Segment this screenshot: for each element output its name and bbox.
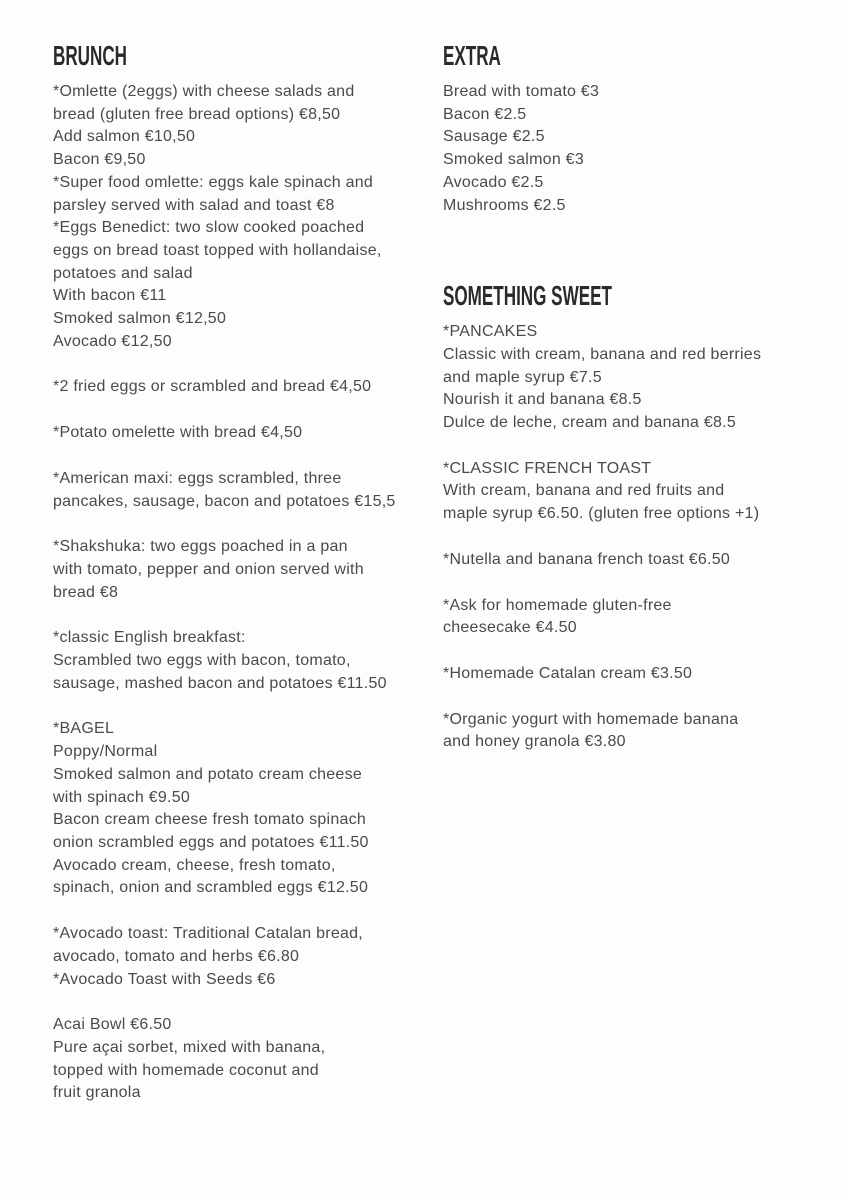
- menu-item-block: [443, 321, 838, 435]
- menu-line: Bread with tomato €3: [443, 83, 600, 100]
- menu-line: parsley served with salad and toast €8: [53, 196, 335, 214]
- menu-line: Sausage €2.5: [443, 128, 545, 146]
- menu-section: [443, 42, 838, 217]
- menu-line: Bacon cream cheese fresh tomato spinach: [53, 811, 367, 829]
- menu-line: potatoes and salad: [53, 264, 193, 282]
- menu-line: *American maxi: eggs scrambled, three: [53, 469, 342, 487]
- section-heading: SOMETHING SWEET: [443, 280, 612, 312]
- menu-item-block: [53, 536, 428, 604]
- menu-line: *Ask for homemade gluten-free: [443, 596, 672, 614]
- menu-line: sausage, mashed bacon and potatoes €11.50: [53, 674, 387, 692]
- menu-line: *Super food omlette: eggs kale spinach and: [53, 173, 374, 191]
- menu-line: *Organic yogurt with homemade banana: [443, 710, 739, 728]
- menu-line: Avocado €12,50: [53, 332, 172, 350]
- menu-item-block: [443, 663, 838, 686]
- menu-line: Smoked salmon €12,50: [53, 310, 227, 328]
- menu-line: and honey granola €3.80: [443, 733, 626, 751]
- menu-line: *classic English breakfast:: [53, 629, 246, 647]
- menu-line: eggs on bread toast topped with hollandaise,: [53, 241, 382, 259]
- menu-line: Dulce de leche, cream and banana €8.5: [443, 414, 736, 432]
- menu-item-block: [443, 549, 838, 572]
- menu-section: [53, 42, 428, 1105]
- menu-line: *Potato omelette with bread €4,50: [53, 424, 303, 442]
- section-heading: EXTRA: [443, 40, 501, 71]
- menu-line: Smoked salmon and potato cream cheese: [53, 765, 362, 783]
- menu-item-block: [53, 718, 428, 900]
- menu-item-block: [53, 1014, 428, 1105]
- menu-line: with tomato, pepper and onion served with: [53, 560, 364, 578]
- menu-line: Avocado cream, cheese, fresh tomato,: [53, 856, 336, 874]
- menu-line: *CLASSIC FRENCH TOAST: [443, 459, 652, 477]
- menu-line: With cream, banana and red fruits and: [443, 482, 725, 500]
- menu-item-block: [443, 595, 838, 640]
- extra-and-sweet-column: [443, 42, 838, 754]
- menu-item-block: [443, 709, 838, 754]
- menu-line: spinach, onion and scrambled eggs €12.50: [53, 879, 369, 897]
- menu-line: cheesecake €4.50: [443, 619, 577, 637]
- menu-line: Avocado €2.5: [443, 173, 544, 191]
- menu-line: bread €8: [53, 583, 119, 601]
- menu-line: Scrambled two eggs with bacon, tomato,: [53, 652, 351, 670]
- menu-line: fruit granola: [53, 1084, 141, 1102]
- menu-item-block: [443, 458, 838, 526]
- menu-line: Mushrooms €2.5: [443, 196, 566, 214]
- menu-item-block: [53, 923, 428, 991]
- menu-line: *Omlette (2eggs) with cheese salads and: [53, 83, 355, 100]
- menu-line: bread (gluten free bread options) €8,50: [53, 105, 341, 123]
- menu-line: With bacon €11: [53, 287, 167, 305]
- menu-item-block: [53, 468, 428, 513]
- menu-line: Poppy/Normal: [53, 743, 158, 761]
- menu-line: *Shakshuka: two eggs poached in a pan: [53, 538, 348, 556]
- menu-item-block: [53, 376, 428, 399]
- section-heading: BRUNCH: [53, 40, 128, 71]
- menu-line: and maple syrup €7.5: [443, 368, 602, 386]
- menu-line: avocado, tomato and herbs €6.80: [53, 947, 300, 965]
- menu-line: *Avocado toast: Traditional Catalan bread,: [53, 925, 363, 943]
- menu-line: *BAGEL: [53, 720, 115, 738]
- menu-line: Smoked salmon €3: [443, 151, 584, 169]
- menu-item-block: [53, 627, 428, 695]
- menu-line: Acai Bowl €6.50: [53, 1016, 172, 1034]
- menu-item-block: [443, 81, 838, 217]
- menu-line: pancakes, sausage, bacon and potatoes €15,5: [53, 492, 396, 510]
- menu-section: [443, 282, 838, 754]
- menu-line: *PANCAKES: [443, 323, 538, 341]
- menu-line: *Avocado Toast with Seeds €6: [53, 970, 276, 988]
- menu-line: Nourish it and banana €8.5: [443, 391, 642, 409]
- menu-item-block: [53, 81, 428, 353]
- menu-line: with spinach €9.50: [53, 788, 191, 806]
- menu-line: Bacon €9,50: [53, 151, 146, 169]
- brunch-column: [53, 42, 428, 1105]
- menu-line: onion scrambled eggs and potatoes €11.50: [53, 833, 369, 851]
- menu-line: *Nutella and banana french toast €6.50: [443, 550, 731, 568]
- menu-line: Bacon €2.5: [443, 105, 527, 123]
- menu-item-block: [53, 422, 428, 445]
- menu-line: *Homemade Catalan cream €3.50: [443, 664, 693, 682]
- menu-line: topped with homemade coconut and: [53, 1061, 319, 1079]
- menu-line: maple syrup €6.50. (gluten free options +1): [443, 505, 760, 523]
- menu-line: *Eggs Benedict: two slow cooked poached: [53, 219, 365, 237]
- menu-line: Classic with cream, banana and red berries: [443, 345, 762, 363]
- menu-line: Add salmon €10,50: [53, 128, 196, 146]
- menu-line: Pure açai sorbet, mixed with banana,: [53, 1038, 326, 1056]
- menu-line: *2 fried eggs or scrambled and bread €4,50: [53, 378, 372, 396]
